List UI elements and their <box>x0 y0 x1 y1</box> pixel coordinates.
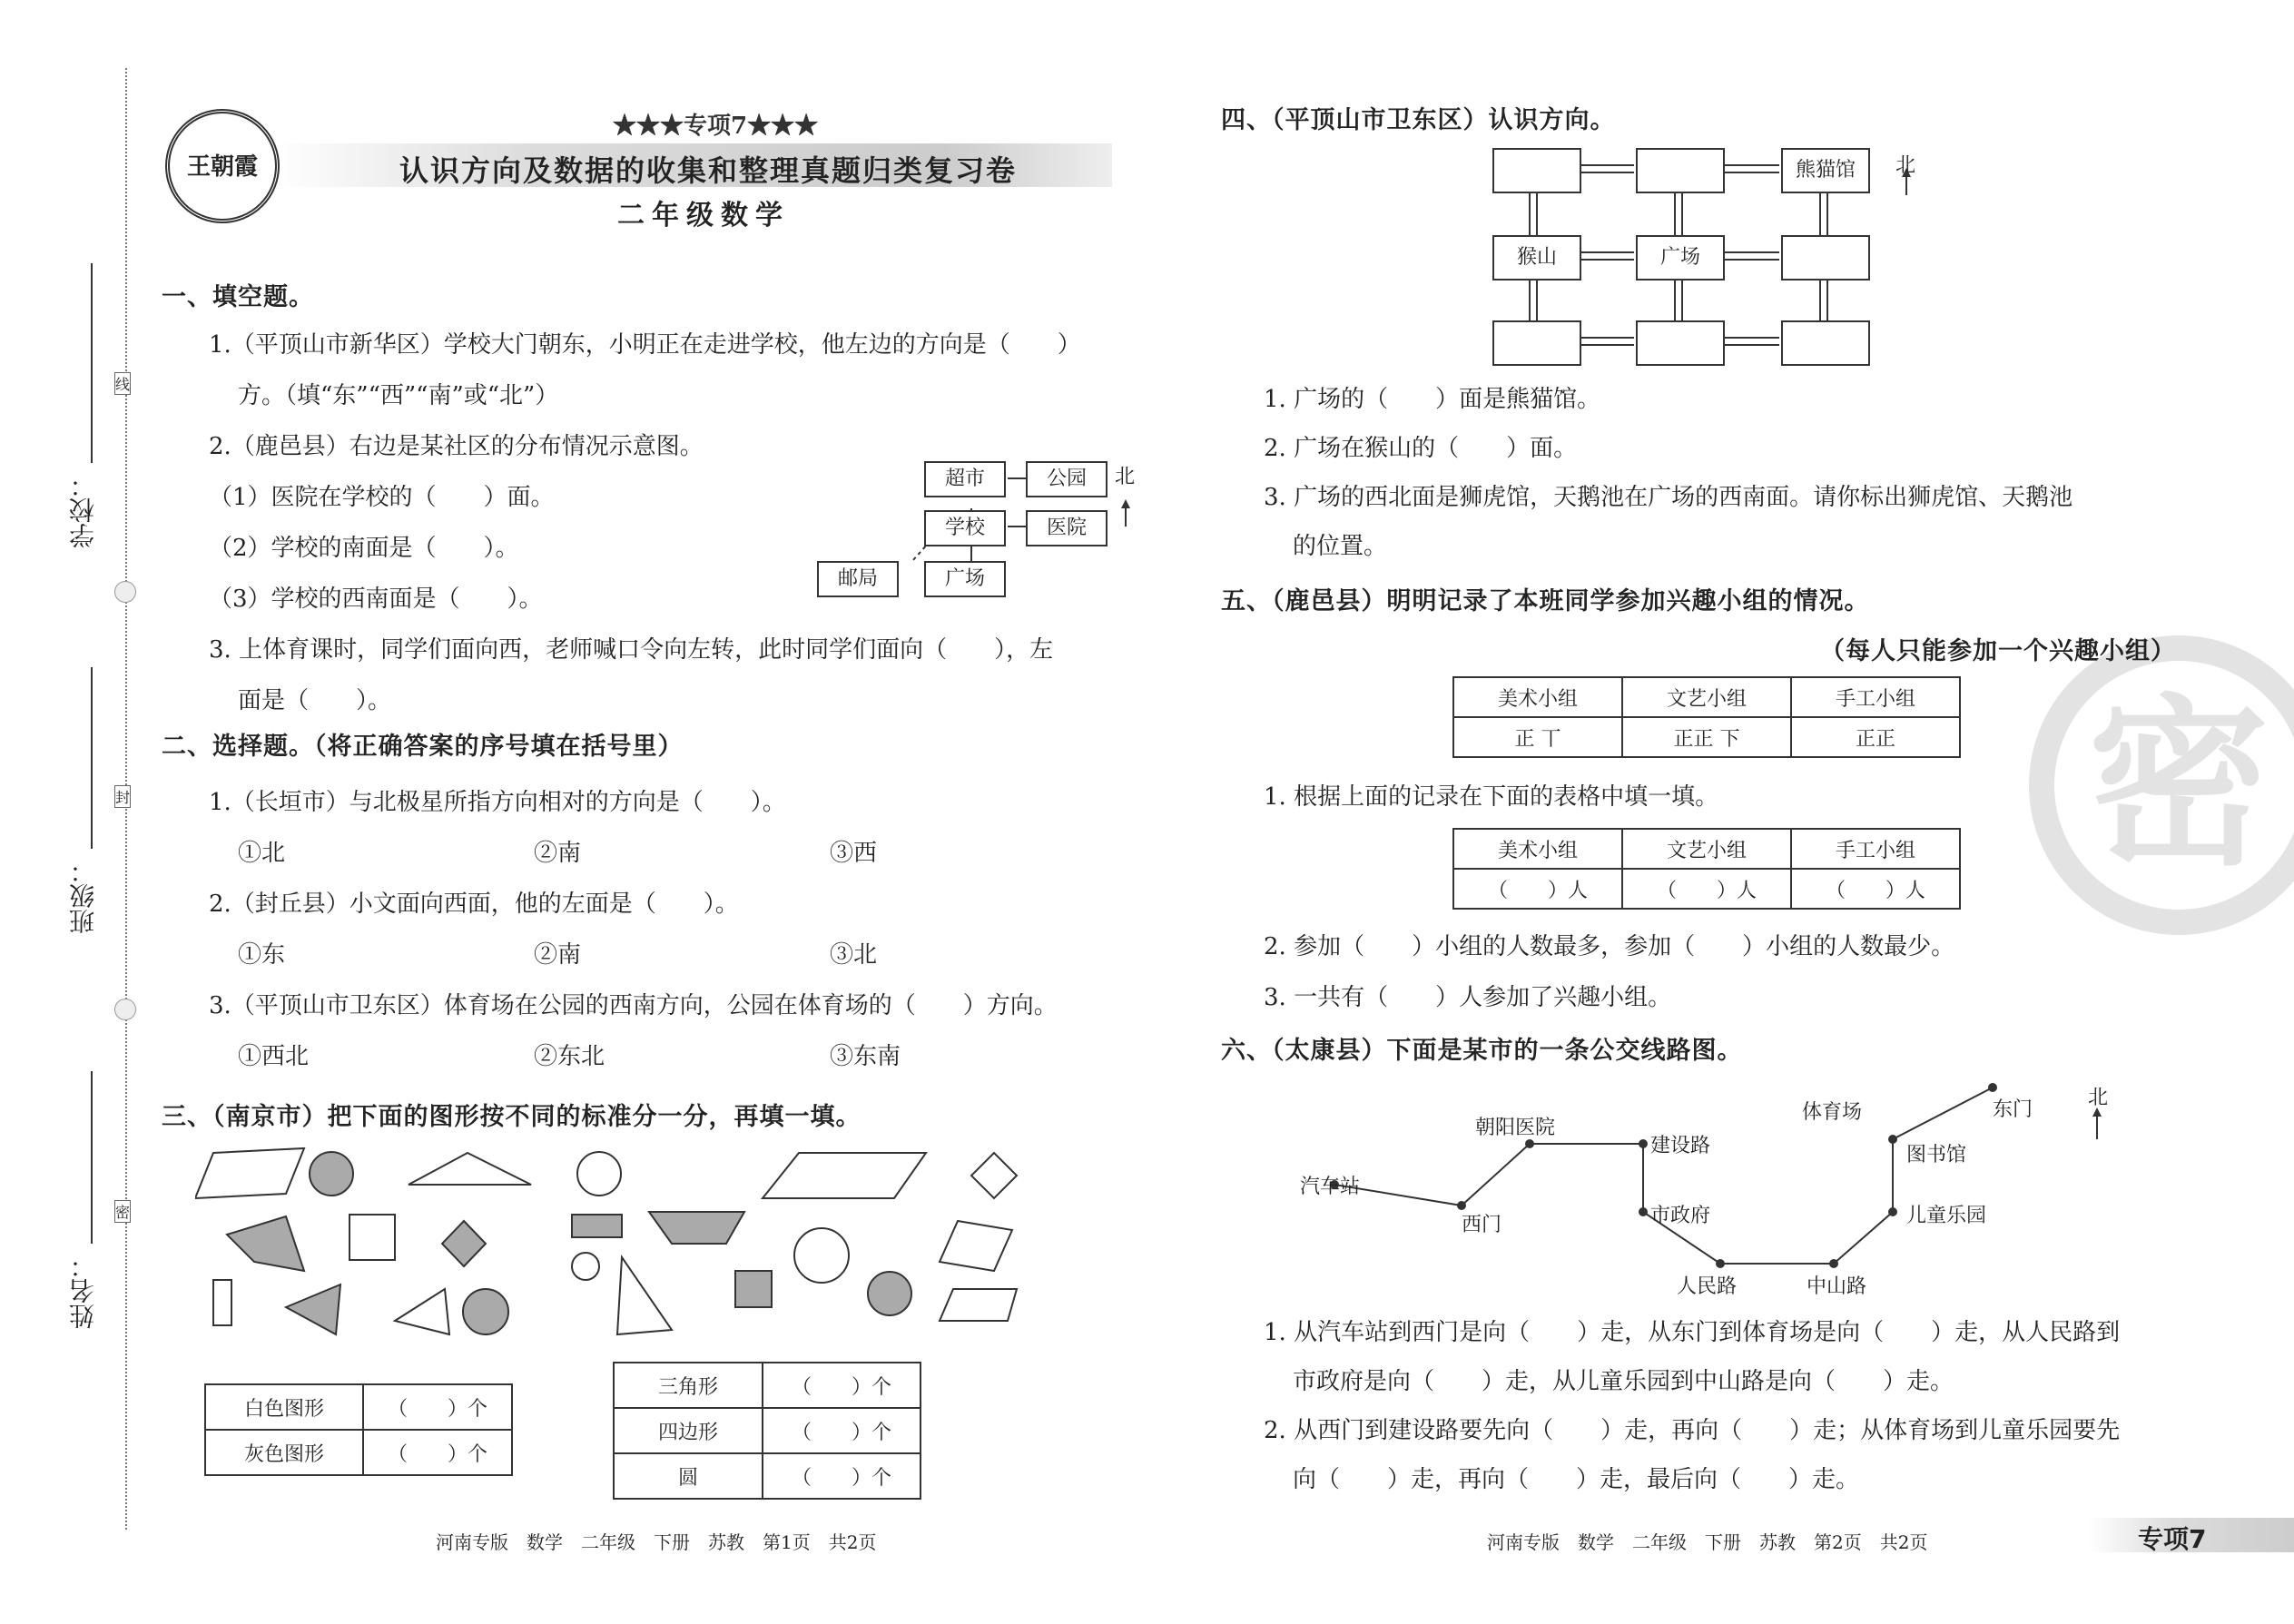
zoo-monkey-hill: 猴山 <box>1492 235 1581 281</box>
shape-triangle <box>395 1289 449 1334</box>
shape-gray-triangle <box>286 1284 340 1334</box>
table-cell: （ ）个 <box>363 1430 512 1475</box>
stop-stadium: 体育场 <box>1802 1101 1863 1124</box>
s2-q2: 2.（封丘县）小文面向西面，他的左面是（ ）。 <box>209 891 739 918</box>
stop-city-hall: 市政府 <box>1650 1205 1711 1227</box>
s6-q2-line2: 向（ ）走，再向（ ）走，最后向（ ）走。 <box>1293 1466 1860 1493</box>
route-north-label: 北 <box>2088 1087 2109 1109</box>
school-line <box>91 263 93 463</box>
s2-q3-opt-1: ①西北 <box>238 1043 310 1070</box>
shape-square <box>350 1215 395 1260</box>
class-label: 班级： <box>68 858 98 934</box>
table-row <box>614 1363 921 1408</box>
page-subtitle: 二年级数学 <box>617 200 790 231</box>
s1-q2-3: （3）学校的西南面是（ ）。 <box>209 586 543 613</box>
shape-parallelogram <box>195 1148 304 1198</box>
s4-q2: 2. 广场在猴山的（ ）面。 <box>1264 435 1578 462</box>
s2-q2-opt-2: ②南 <box>534 941 582 969</box>
s2-q2-opt-3: ③北 <box>830 941 878 969</box>
table-cell: 文艺小组 <box>1622 829 1791 869</box>
stop-childrens-park: 儿童乐园 <box>1906 1205 1987 1227</box>
map-park: 公园 <box>1026 461 1108 497</box>
table-cell: 四边形 <box>614 1408 763 1453</box>
table-cell: （ ）个 <box>763 1453 921 1499</box>
table-cell: 美术小组 <box>1453 677 1622 717</box>
shape-table <box>613 1362 921 1500</box>
zoo-block <box>1636 320 1725 366</box>
zoo-square: 广场 <box>1636 235 1725 281</box>
logo-text: 王朝霞 <box>186 153 258 181</box>
table-cell: （ ）个 <box>763 1408 921 1453</box>
table-cell: （ ）人 <box>1791 869 1960 909</box>
table-row <box>614 1408 921 1453</box>
header-badge: ★★★专项7★★★ <box>613 113 819 140</box>
table-cell: （ ）个 <box>363 1384 512 1430</box>
s4-q3-line2: 的位置。 <box>1293 533 1388 560</box>
s2-q1-opt-2: ②南 <box>534 840 582 867</box>
s2-q1-opt-1: ①北 <box>238 840 286 867</box>
shape-circle <box>794 1228 849 1283</box>
section-3-heading: 三、（南京市）把下面的图形按不同的标准分一分，再填一填。 <box>162 1103 861 1131</box>
footer-left: 河南专版 数学 二年级 下册 苏教 第1页 共2页 <box>436 1531 877 1553</box>
table-cell: 手工小组 <box>1791 677 1960 717</box>
page-title: 认识方向及数据的收集和整理真题归类复习卷 <box>399 153 1018 188</box>
shape-parallelogram <box>940 1289 1017 1321</box>
shape-parallelogram <box>763 1153 926 1198</box>
table-row <box>205 1430 512 1475</box>
stop-east-gate: 东门 <box>1993 1098 2033 1121</box>
shape-gray-rect <box>572 1215 622 1237</box>
footer-right: 河南专版 数学 二年级 下册 苏教 第2页 共2页 <box>1487 1531 1928 1553</box>
table-cell: 白色图形 <box>205 1384 363 1430</box>
logo <box>165 109 280 223</box>
s2-q3-opt-2: ②东北 <box>534 1043 605 1070</box>
s2-q1: 1.（长垣市）与北极星所指方向相对的方向是（ ）。 <box>209 789 786 816</box>
table-row <box>1453 677 1960 717</box>
s1-q3-line1: 3. 上体育课时，同学们面向西，老师喊口令向左转，此时同学们面向（ ），左 <box>209 636 1054 664</box>
shape-gray-quad <box>227 1216 304 1271</box>
shape-parallelogram <box>940 1221 1012 1271</box>
shape-gray-circle <box>868 1272 911 1315</box>
s4-q3-line1: 3. 广场的西北面是狮虎馆，天鹅池在广场的西南面。请你标出狮虎馆、天鹅池 <box>1264 484 2073 511</box>
zoo-block <box>1781 235 1870 281</box>
name-label: 姓名： <box>68 1253 98 1329</box>
map-supermarket: 超市 <box>924 461 1006 497</box>
table-cell: （ ）人 <box>1453 869 1622 909</box>
map-north-label: 北 <box>1115 466 1136 488</box>
shape-diamond <box>971 1153 1017 1198</box>
section-1-heading: 一、填空题。 <box>162 283 314 311</box>
shape-thin-rect <box>213 1280 231 1325</box>
margin-mark-1: 线 <box>114 372 131 395</box>
s2-q2-opt-1: ①东 <box>238 941 286 969</box>
table-row <box>1453 869 1960 909</box>
zoo-block <box>1636 148 1725 193</box>
count-table <box>1452 828 1961 910</box>
s1-q2-2: （2）学校的南面是（ ）。 <box>209 535 519 562</box>
table-cell: 美术小组 <box>1453 829 1622 869</box>
stop-renmin-road: 人民路 <box>1677 1275 1738 1298</box>
margin-dot-1 <box>114 581 136 603</box>
watermark-text: 密 <box>2087 679 2269 891</box>
shapes-figure <box>195 1139 1039 1348</box>
s6-q1-line2: 市政府是向（ ）走，从儿童乐园到中山路是向（ ）走。 <box>1293 1368 1954 1395</box>
stop-jianshe-road: 建设路 <box>1650 1135 1711 1157</box>
zoo-panda-house: 熊猫馆 <box>1781 148 1870 193</box>
margin-dot-2 <box>114 999 136 1020</box>
school-label: 学校： <box>68 472 98 548</box>
table-row <box>1453 829 1960 869</box>
s5-q3: 3. 一共有（ ）人参加了兴趣小组。 <box>1264 984 1672 1011</box>
table-row <box>1453 717 1960 757</box>
footer-tag: 专项7 <box>2138 1524 2207 1554</box>
s1-q2-1: （1）医院在学校的（ ）面。 <box>209 484 555 511</box>
map-post-office: 邮局 <box>817 561 899 597</box>
zoo-north-label: 北 <box>1895 154 1916 177</box>
s1-q1-line1: 1.（平顶山市新华区）学校大门朝东，小明正在走进学校，他左边的方向是（ ） <box>209 331 1081 359</box>
s1-q3-line2: 面是（ ）。 <box>238 687 392 714</box>
shape-gray-square <box>735 1271 772 1307</box>
stop-bus-station: 汽车站 <box>1300 1176 1361 1198</box>
s2-q1-opt-3: ③西 <box>830 840 878 867</box>
map-hospital: 医院 <box>1026 510 1108 546</box>
stop-west-gate: 西门 <box>1462 1214 1502 1236</box>
map-school: 学校 <box>924 510 1006 546</box>
table-cell: 手工小组 <box>1791 829 1960 869</box>
table-row <box>614 1453 921 1499</box>
shape-triangle <box>617 1257 672 1334</box>
watermark-circle <box>2029 635 2294 935</box>
s2-q3-opt-3: ③东南 <box>830 1043 901 1070</box>
map-square: 广场 <box>924 561 1006 597</box>
margin-mark-2: 封 <box>114 785 131 808</box>
table-cell: （ ）个 <box>763 1363 921 1408</box>
s6-q2-line1: 2. 从西门到建设路要先向（ ）走，再向（ ）走；从体育场到儿童乐园要先 <box>1264 1417 2121 1444</box>
stop-zhongshan-road: 中山路 <box>1807 1275 1867 1298</box>
table-cell: 三角形 <box>614 1363 763 1408</box>
name-line <box>91 1071 93 1244</box>
s6-q1-line1: 1. 从汽车站到西门是向（ ）走，从东门到体育场是向（ ）走，从人民路到 <box>1264 1319 2121 1346</box>
stop-chaoyang-hospital: 朝阳医院 <box>1475 1117 1556 1139</box>
table-cell: 文艺小组 <box>1622 677 1791 717</box>
table-cell: （ ）人 <box>1622 869 1791 909</box>
section-5-note: （每人只能参加一个兴趣小组） <box>1820 637 2176 665</box>
class-line <box>91 667 93 849</box>
table-cell: 灰色图形 <box>205 1430 363 1475</box>
color-table <box>204 1383 513 1476</box>
section-4-heading: 四、（平顶山市卫东区）认识方向。 <box>1221 106 1616 134</box>
table-cell: 正正 <box>1791 717 1960 757</box>
section-5-heading: 五、（鹿邑县）明明记录了本班同学参加兴趣小组的情况。 <box>1221 587 1870 615</box>
table-cell: 正 丅 <box>1453 717 1622 757</box>
s4-q1: 1. 广场的（ ）面是熊猫馆。 <box>1264 386 1601 413</box>
shape-small-circle <box>572 1253 599 1280</box>
table-cell: 正正 下 <box>1622 717 1791 757</box>
zoo-block <box>1492 148 1581 193</box>
zoo-block <box>1492 320 1581 366</box>
s1-q1-line2: 方。（填“东”“西”“南”或“北”） <box>238 382 559 409</box>
shape-gray-diamond <box>442 1221 486 1266</box>
s5-q1: 1. 根据上面的记录在下面的表格中填一填。 <box>1264 783 1719 811</box>
table-row <box>205 1384 512 1430</box>
shape-circle <box>577 1152 621 1196</box>
table-cell: 圆 <box>614 1453 763 1499</box>
tally-table <box>1452 676 1961 758</box>
s1-q2: 2.（鹿邑县）右边是某社区的分布情况示意图。 <box>209 433 704 460</box>
zoo-block <box>1781 320 1870 366</box>
margin-mark-3: 密 <box>114 1200 131 1223</box>
s2-q3: 3.（平顶山市卫东区）体育场在公园的西南方向，公园在体育场的（ ）方向。 <box>209 992 1058 1019</box>
section-2-heading: 二、选择题。（将正确答案的序号填在括号里） <box>162 733 684 761</box>
shape-triangle <box>409 1153 531 1185</box>
shape-gray-circle <box>310 1152 353 1196</box>
stop-library: 图书馆 <box>1906 1144 1967 1166</box>
shape-gray-trapezoid <box>649 1212 744 1244</box>
shape-gray-circle <box>463 1289 508 1334</box>
section-6-heading: 六、（太康县）下面是某市的一条公交线路图。 <box>1221 1037 1743 1065</box>
s5-q2: 2. 参加（ ）小组的人数最多，参加（ ）小组的人数最少。 <box>1264 933 1955 960</box>
